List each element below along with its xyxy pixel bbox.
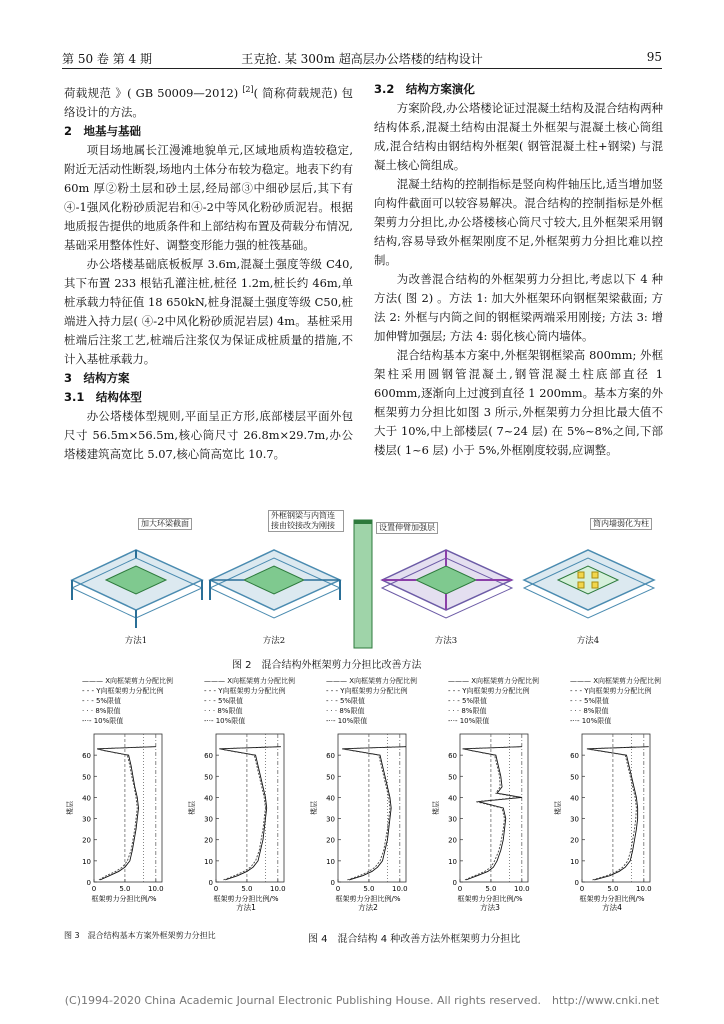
callout-label: 加大环梁截面 — [138, 518, 192, 530]
structure-model-method-3 — [372, 510, 520, 650]
section-heading: 2 地基与基础 — [64, 123, 142, 138]
series-x-line — [463, 747, 522, 880]
legend-entry: - · - 5%限值 — [82, 697, 122, 705]
y-tick-label: 30 — [448, 815, 457, 824]
legend-entry: -··- 10%限值 — [448, 717, 490, 725]
journal-volume: 第 50 卷 第 4 期 — [62, 52, 152, 66]
series-y-line — [219, 747, 278, 880]
x-tick-label: 0 — [335, 885, 341, 893]
y-axis-label: 楼层 — [432, 801, 440, 815]
chart-method-3 — [428, 676, 540, 911]
panel-label: 方法3 — [480, 903, 500, 911]
legend-entry: · · · 8%限值 — [570, 707, 609, 715]
series-x-line — [587, 747, 649, 880]
paragraph: 项目场地属长江漫滩地貌单元,区域地质构造较稳定,附近无活动性断裂,场地内土体分布较为稳定。地表下约有 60m 厚②粉土层和砂土层,经局部③中细砂层后,其下有④-1强风化粉砂质泥岩和④-2中等风化粉砂质泥岩。根据地质报告提供的地质条件和上部结构布置及荷载分布情况,基础采用整体性好、调整变形能力强的桩筏基础。 — [64, 142, 353, 252]
y-tick-label: 10 — [570, 857, 579, 866]
section-heading: 3 结构方案 — [64, 370, 130, 385]
x-axis-label: 框架剪力分担比例/% — [335, 895, 401, 903]
method-label: 方法1 — [124, 636, 148, 646]
plot-frame — [338, 734, 406, 882]
method-label: 方法2 — [262, 636, 286, 646]
x-tick-label: 10.0 — [148, 885, 164, 893]
legend-entry: - - - Y向框架剪力分配比例 — [448, 687, 530, 695]
series-x-line — [97, 747, 156, 880]
y-tick-label: 30 — [204, 815, 213, 824]
x-tick-label: 10.0 — [270, 885, 286, 893]
paragraph: 混凝土结构的控制指标是竖向构件轴压比,适当增加竖向构件截面可以较容易解决。混合结构的控制指标是外框架剪力分担比,办公塔楼核心筒尺寸较大,且外框架采用钢结构,容易导致外框架刚度不足,外框架剪力分担比难以控制。 — [374, 177, 663, 267]
y-tick-label: 10 — [326, 857, 335, 866]
structure-model-method-1 — [62, 510, 210, 650]
chart-svg — [550, 676, 662, 911]
y-tick-label: 10 — [204, 857, 213, 866]
y-tick-label: 0 — [452, 879, 457, 887]
plot-frame — [460, 734, 528, 882]
y-tick-label: 60 — [448, 752, 457, 761]
y-tick-label: 40 — [326, 794, 335, 803]
y-tick-label: 50 — [326, 773, 335, 782]
y-axis-label: 楼层 — [66, 801, 74, 815]
paragraph — [64, 80, 353, 122]
chart-svg — [184, 676, 296, 911]
chart-method-2 — [306, 676, 418, 911]
y-tick-label: 30 — [326, 815, 335, 824]
x-tick-label: 0 — [91, 885, 97, 893]
chart-method-1 — [184, 676, 296, 911]
figure-2-caption: 图 2 混合结构外框架剪力分担比改善方法 — [232, 660, 422, 671]
method-label: 方法4 — [576, 636, 600, 646]
y-tick-label: 30 — [82, 815, 91, 824]
legend-entry: ——— X向框架剪力分配比例 — [448, 677, 540, 685]
x-axis-label: 框架剪力分担比例/% — [213, 895, 279, 903]
x-tick-label: 0 — [457, 885, 463, 893]
x-tick-label: 5.0 — [241, 885, 253, 893]
series-y-line — [342, 747, 403, 880]
legend-entry: ——— X向框架剪力分配比例 — [82, 677, 174, 685]
y-tick-label: 30 — [570, 815, 579, 824]
running-header — [62, 50, 662, 68]
y-tick-label: 20 — [570, 836, 579, 845]
chart-svg — [306, 676, 418, 911]
panel-label: 方法2 — [358, 903, 378, 911]
y-tick-label: 60 — [82, 752, 91, 761]
y-tick-label: 40 — [570, 794, 579, 803]
x-tick-label: 10.0 — [392, 885, 408, 893]
page-number: 95 — [646, 50, 662, 64]
legend-entry: -··- 10%限值 — [326, 717, 368, 725]
y-axis-label: 楼层 — [554, 801, 562, 815]
model-illustration — [372, 510, 520, 630]
x-axis-label: 框架剪力分担比例/% — [579, 895, 645, 903]
legend-entry: · · · 8%限值 — [326, 707, 365, 715]
chart-base — [62, 676, 174, 911]
legend-entry: ——— X向框架剪力分配比例 — [570, 677, 662, 685]
legend-entry: ——— X向框架剪力分配比例 — [326, 677, 418, 685]
plot-frame — [216, 734, 284, 882]
x-tick-label: 0 — [579, 885, 585, 893]
callout-label: 设置伸臂加强层 — [376, 522, 438, 534]
y-tick-label: 60 — [204, 752, 213, 761]
chart-svg — [428, 676, 540, 911]
legend-entry: ——— X向框架剪力分配比例 — [204, 677, 296, 685]
y-tick-label: 20 — [82, 836, 91, 845]
x-tick-label: 5.0 — [485, 885, 497, 893]
legend-entry: - · - 5%限值 — [204, 697, 244, 705]
legend-entry: - · - 5%限值 — [326, 697, 366, 705]
x-tick-label: 5.0 — [119, 885, 131, 893]
y-tick-label: 50 — [570, 773, 579, 782]
figure-2 — [62, 510, 662, 650]
legend-entry: · · · 8%限值 — [204, 707, 243, 715]
y-tick-label: 20 — [326, 836, 335, 845]
header-rule — [62, 68, 662, 69]
text: 荷载规范 》( GB 50009—2012) — [64, 85, 243, 100]
callout-label: 外框钢梁与内筒连接由铰接改为刚接 — [268, 510, 344, 532]
figure-3-4-charts — [62, 676, 662, 911]
chart-method-4 — [550, 676, 662, 911]
plot-frame — [582, 734, 650, 882]
y-tick-label: 60 — [570, 752, 579, 761]
figure-4-caption: 图 4 混合结构 4 种改善方法外框架剪力分担比 — [308, 934, 521, 945]
y-tick-label: 40 — [448, 794, 457, 803]
y-tick-label: 0 — [208, 879, 213, 887]
paragraph: 为改善混合结构的外框架剪力分担比,考虑以下 4 种方法( 图 2) 。方法 1: 加大外框架环向钢框架梁截面; 方法 2: 外框与内筒之间的钢框梁两端采用刚接; 方法 3: 增加伸臂加强层; 方法 4: 弱化核心筒内墙体。 — [374, 272, 663, 343]
legend-entry: - - - Y向框架剪力分配比例 — [570, 687, 652, 695]
structure-model-method-4 — [514, 510, 662, 650]
y-tick-label: 10 — [448, 857, 457, 866]
y-tick-label: 50 — [448, 773, 457, 782]
chart-svg — [62, 676, 174, 911]
legend-entry: -··- 10%限值 — [82, 717, 124, 725]
callout-label: 筒内墙弱化为柱 — [590, 518, 652, 530]
y-tick-label: 0 — [574, 879, 579, 887]
y-tick-label: 10 — [82, 857, 91, 866]
series-x-line — [220, 747, 281, 880]
paragraph: 方案阶段,办公塔楼论证过混凝土结构及混合结构两种结构体系,混凝土结构由混凝土外框架与混凝土核心筒组成,混合结构由钢结构外框架( 钢管混凝土柱+钢梁) 与混凝土核心筒组成。 — [374, 101, 663, 172]
running-title: 王克抢. 某 300m 超高层办公塔楼的结构设计 — [241, 52, 483, 66]
citation[interactable]: [2] — [242, 85, 254, 94]
legend-entry: -··- 10%限值 — [204, 717, 246, 725]
y-tick-label: 20 — [448, 836, 457, 845]
y-tick-label: 0 — [86, 879, 91, 887]
x-tick-label: 0 — [213, 885, 219, 893]
y-axis-label: 楼层 — [310, 801, 318, 815]
y-tick-label: 40 — [82, 794, 91, 803]
y-tick-label: 20 — [204, 836, 213, 845]
paragraph: 办公塔楼体型规则,平面呈正方形,底部楼层平面外包尺寸 56.5m×56.5m,核心筒尺寸 26.8m×29.7m,办公塔楼建筑高宽比 5.07,核心筒高宽比 10.7。 — [64, 408, 353, 461]
subsection-heading: 3.2 结构方案演化 — [374, 82, 475, 96]
panel-label: 方法1 — [236, 903, 256, 911]
method-label: 方法3 — [434, 636, 458, 646]
left-column — [64, 80, 353, 464]
y-axis-label: 楼层 — [188, 801, 196, 815]
x-tick-label: 5.0 — [607, 885, 619, 893]
legend-entry: - · - 5%限值 — [570, 697, 610, 705]
paragraph: 办公塔楼基础底板板厚 3.6m,混凝土强度等级 C40,其下布置 233 根钻孔灌注桩,桩径 1.2m,桩长约 46m,单桩承载力特征值 18 650kN,桩身混凝土强度等级 C50,桩端进入持力层( ④-2中风化粉砂质泥岩层) 4m。基桩采用桩端后注浆工艺,桩端后注浆仅为保证成桩质量的措施,不计入基桩承载力。 — [64, 256, 353, 366]
y-tick-label: 0 — [330, 879, 335, 887]
legend-entry: -··- 10%限值 — [570, 717, 612, 725]
panel-label: 方法4 — [602, 903, 622, 911]
y-tick-label: 50 — [204, 773, 213, 782]
legend-entry: · · · 8%限值 — [448, 707, 487, 715]
x-axis-label: 框架剪力分担比例/% — [91, 895, 157, 903]
paragraph: 混合结构基本方案中,外框架钢框梁高 800mm; 外框架柱采用圆钢管混凝土,钢管混凝土柱底部直径 1 600mm,逐渐向上过渡到直径 1 200mm。基本方案的外框架剪力分担比如图 3 所示,外框架剪力分担比最大值不大于 10%,中上部楼层( 7~24 层) 在 5%~8%之间,下部楼层( 1~6 层) 小于 5%,外框刚度较弱,应调整。 — [374, 348, 663, 457]
x-axis-label: 框架剪力分担比例/% — [457, 895, 523, 903]
figure-3-caption: 图 3 混合结构基本方案外框架剪力分担比 — [64, 931, 216, 940]
x-tick-label: 10.0 — [514, 885, 530, 893]
legend-entry: - - - Y向框架剪力分配比例 — [204, 687, 286, 695]
copyright-footer: (C)1994-2020 China Academic Journal Electronic Publishing House. All rights reserved. http://www.cnki.net — [64, 994, 660, 1007]
right-column — [374, 80, 663, 460]
x-tick-label: 10.0 — [636, 885, 652, 893]
x-tick-label: 5.0 — [363, 885, 375, 893]
legend-entry: · · · 8%限值 — [82, 707, 121, 715]
structure-model-method-2 — [200, 510, 348, 650]
y-tick-label: 50 — [82, 773, 91, 782]
y-tick-label: 40 — [204, 794, 213, 803]
legend-entry: - - - Y向框架剪力分配比例 — [82, 687, 164, 695]
legend-entry: - - - Y向框架剪力分配比例 — [326, 687, 408, 695]
text: ( 简称荷载规范) 包络设计的方法。 — [64, 85, 353, 119]
subsection-heading: 3.1 结构体型 — [64, 389, 142, 404]
legend-entry: - · - 5%限值 — [448, 697, 488, 705]
series-x-line — [342, 747, 406, 880]
y-tick-label: 60 — [326, 752, 335, 761]
